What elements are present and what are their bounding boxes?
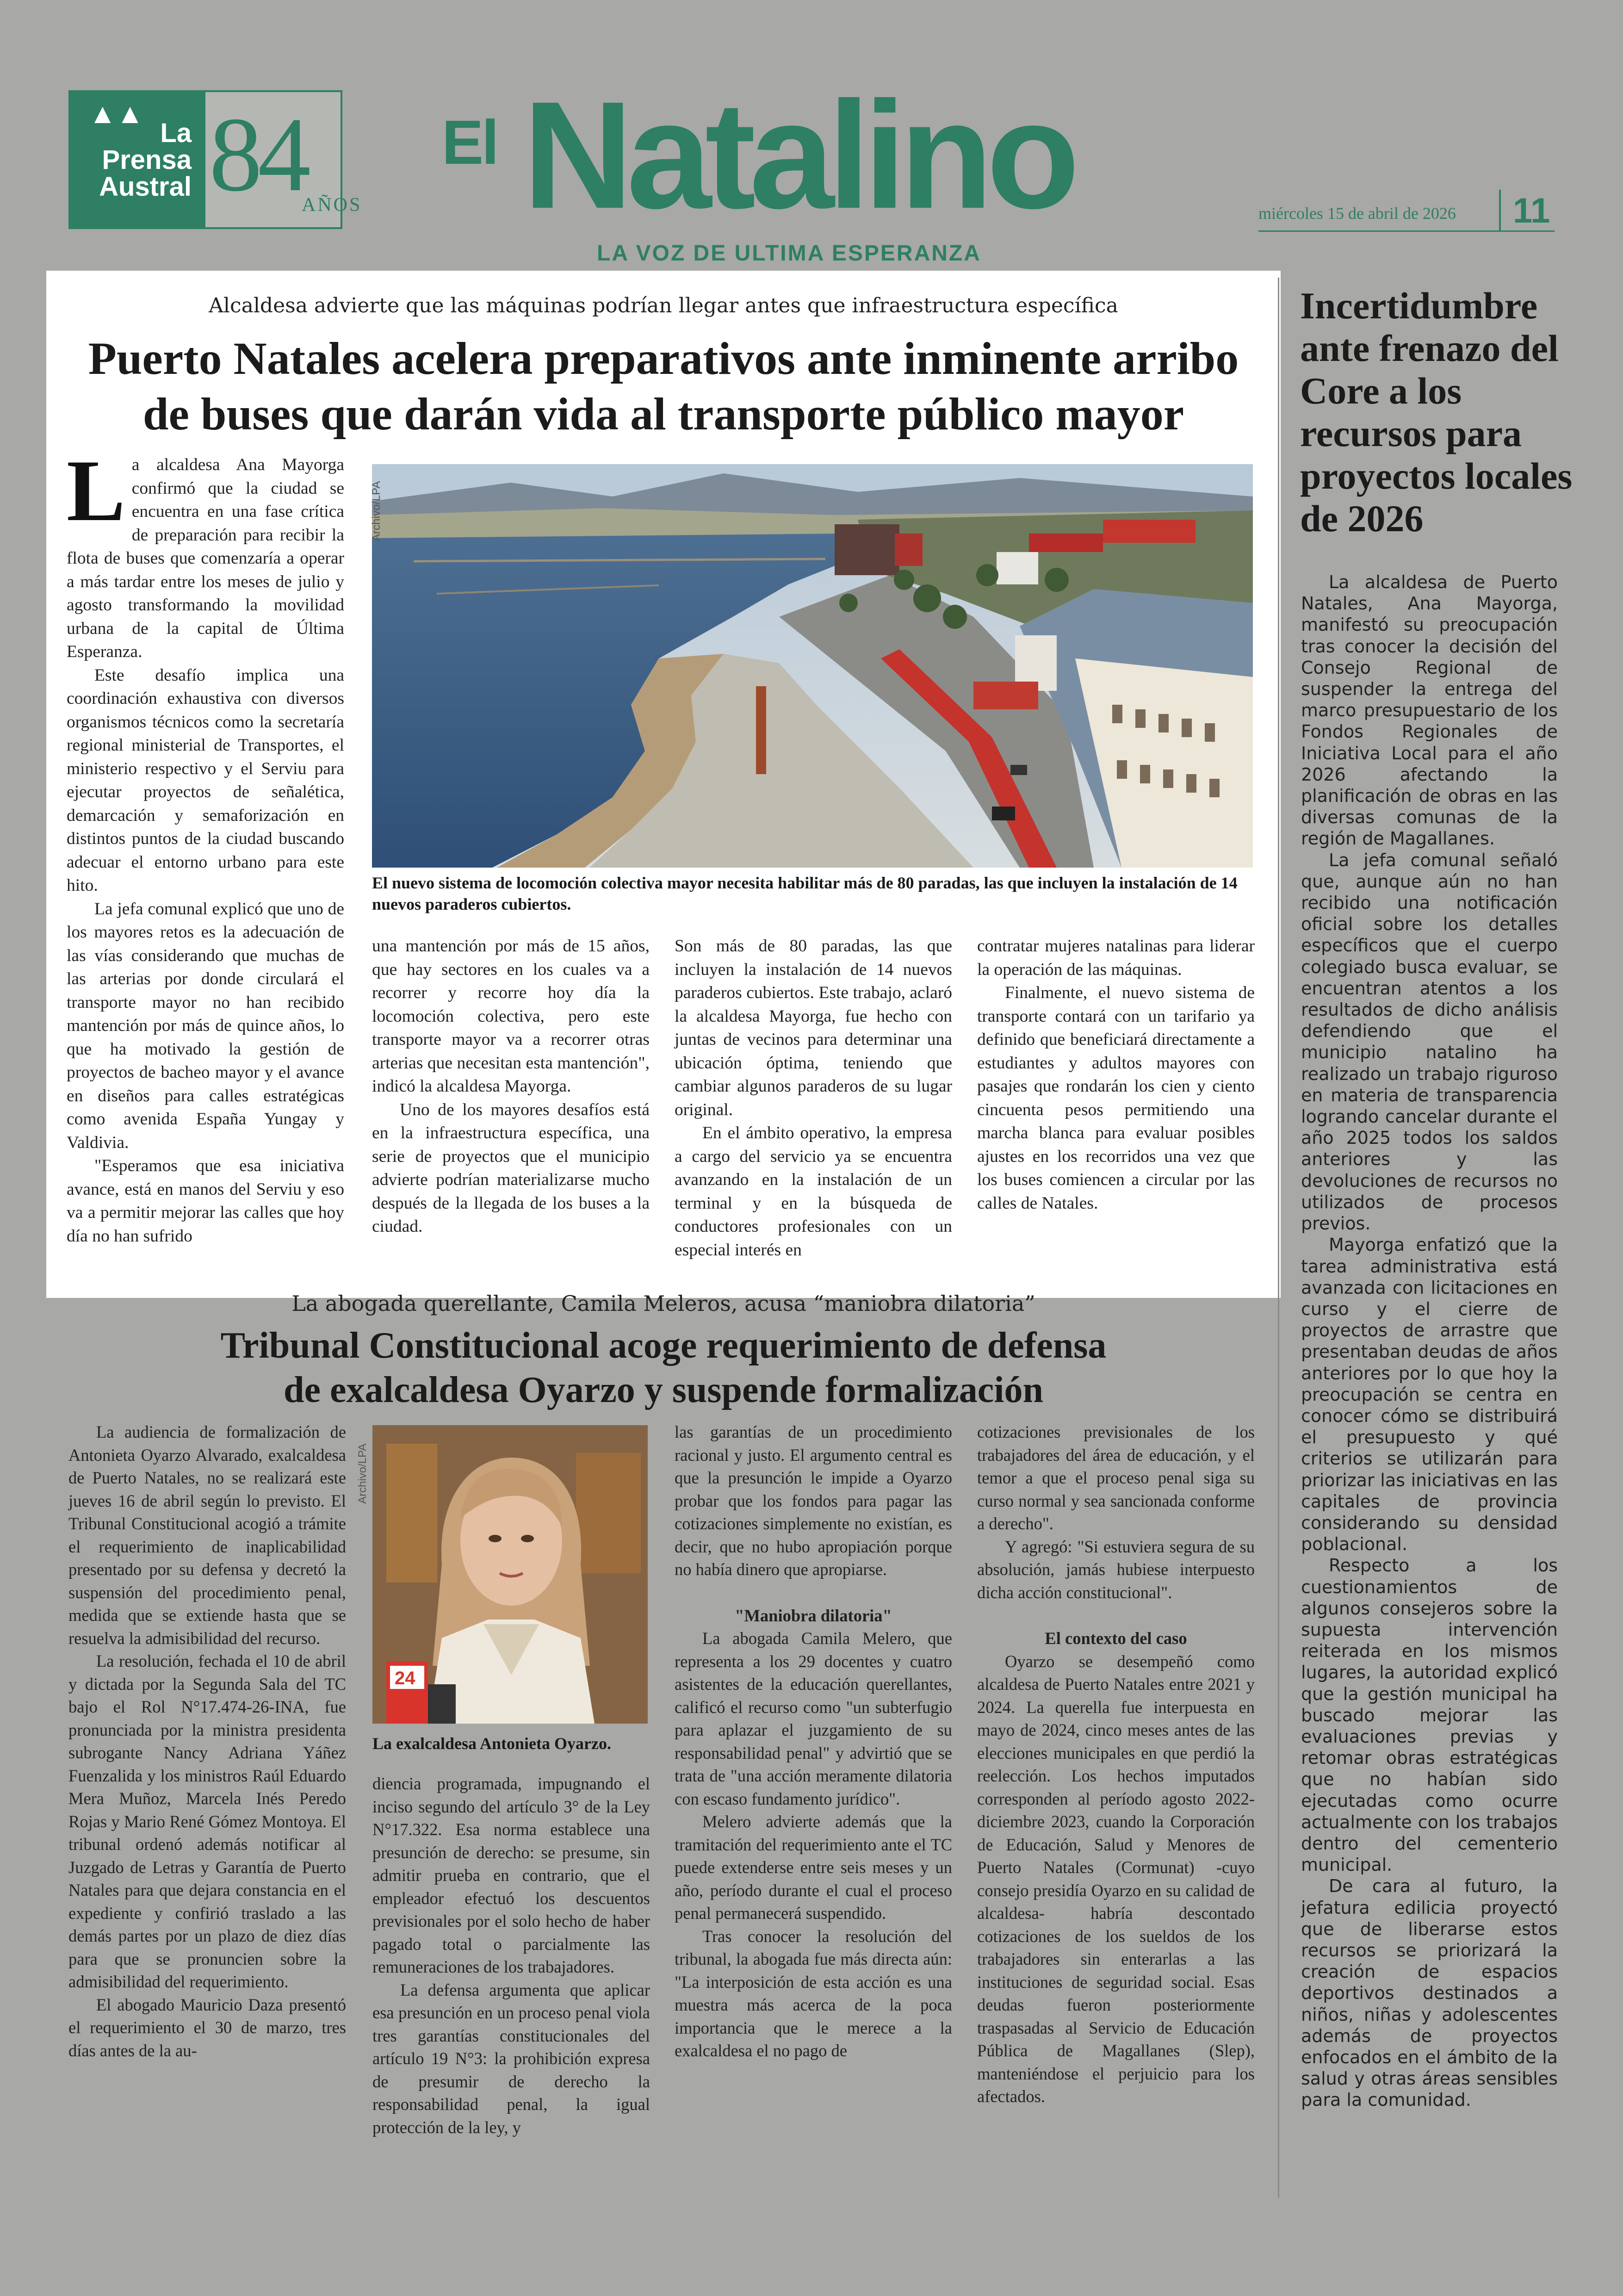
second-kicker: La abogada querellante, Camila Meleros, acusa “maniobra dilatoria”	[291, 1291, 1035, 1316]
sidebar-p2: La jefa comunal señaló que, aunque aún no han recibido una notificación oficial sobre los detalles específicos que el cuerpo colegiado busca evaluar, se encuentran atentos a los resultados de dicho análisis defendiendo que el municipio natalino ha realizado un trabajo riguroso en materia de transparencia logrando cancelar durante el año 2025 todos los saldos anteriores y las devoluciones de recursos no utilizados de procesos previos.	[1301, 850, 1558, 1234]
second-headline	[46, 1323, 1281, 1412]
prensa-austral-badge	[70, 92, 205, 227]
main-kicker: Alcaldesa advierte que las máquinas podrían llegar antes que infraestructura específica	[209, 294, 1118, 317]
title-el: El	[442, 107, 497, 177]
main-col4-p1: contratar mujeres natalinas para liderar la operación de las máquinas.	[977, 937, 1255, 979]
main-headline	[46, 331, 1281, 442]
second-headline-line-1: Tribunal Constitucional acoge requerimiento de defensa	[220, 1325, 1107, 1366]
portrait-illustration	[372, 1425, 648, 1724]
second-headline-line-2: de exalcaldesa Oyarzo y suspende formalización	[283, 1370, 1044, 1410]
sidebar-body	[1301, 571, 1558, 2111]
sidebar-divider	[1278, 278, 1279, 2198]
main-col3-p1: Son más de 80 paradas, las que incluyen la instalación de 14 nuevos paraderos cubiertos. Este trabajo, aclaró la alcaldesa Mayorga, fue hecho con juntas de vecinos para determinar una ubicación óptima, teniendo que cambiar algunos paraderos de su lugar original.	[675, 937, 952, 1119]
sidebar-p3: Mayorga enfatizó que la tarea administrativa está avanzada con licitaciones en curso y el cierre de proyectos de arrastre que presentaban deudas de años anteriores por lo que hoy la preocupación se centra en conocer cómo se distribuirá el presupuesto y qué criterios se utilizarán para priorizar las iniciativas en las capitales de provincia considerando su densidad poblacional.	[1301, 1235, 1558, 1555]
main-column-1	[67, 442, 344, 1248]
main-col1-p3: La jefa comunal explicó que uno de los mayores retos es la adecuación de las vías considerando que muchas de las arterias por donde circulará el transporte mayor no han recibido mantención por más de quince años, lo que ha motivado la gestión de proyectos de bacheo mayor y el avance en diseños para calles estratégicas como avenida España Yungay y Valdivia.	[67, 899, 344, 1152]
brand-line-2: Prensa	[102, 145, 192, 175]
tagline: LA VOZ DE ULTIMA ESPERANZA	[597, 241, 981, 266]
prensa-austral-logo	[68, 90, 362, 229]
aerial-coast-illustration	[372, 464, 1253, 868]
second-col2-p1: diencia programada, impugnando el inciso segundo del artículo 3° de la Ley N°17.322. Esa norma establece una presunción de derecho: se presume, sin admitir prueba en contrario, que el empleador efectuó los descuentos previsionales por el solo hecho de haber pagado total o parcialmente las remuneraciones de los trabajadores.	[372, 1774, 650, 1976]
second-col3-p3: Melero advierte además que la tramitación del requerimiento ante el TC puede extenderse entre seis meses y un año, período durante el cual el proceso penal permanecerá suspendido.	[675, 1812, 952, 1923]
main-column-2	[372, 935, 650, 1239]
second-col1-p2: La resolución, fechada el 10 de abril y dictada por la Segunda Sala del TC bajo el Rol N°17.474-26-INA, fue pronunciada por la ministra presidenta subrogante Nancy Adriana Yáñez Fuenzalida y los ministros Raúl Eduardo Mera Muñoz, Marcela Inés Peredo Rojas y Mario René Gómez Montoya. El tribunal ordenó además notificar al Juzgado de Letras y Garantía de Puerto Natales para que dejara constancia en el expediente y confirió traslado a las demás partes por un plazo de diez días para que se pronuncien sobre la admisibilidad del requerimiento.	[68, 1651, 346, 1991]
date-underline	[1258, 230, 1555, 232]
page-number-divider	[1499, 190, 1501, 231]
second-column-4	[977, 1421, 1255, 2108]
second-col1-p1: La audiencia de formalización de Antonieta Oyarzo Alvarado, exalcaldesa de Puerto Natales, no se realizará este jueves 16 de abril según lo previsto. El Tribunal Constitucional acogió a trámite el requerimiento de inaplicabilidad presentado por su defensa y decretó la suspensión del procedimiento penal, medida que se extiende hasta que se resuelva la admisibilidad del recurso.	[68, 1422, 346, 1648]
main-article	[46, 271, 1281, 1298]
sidebar-headline: Incertidumbre ante frenazo del Core a los recursos para proyectos locales de 2026	[1300, 285, 1573, 540]
second-col4-p3: Oyarzo se desempeñó como alcaldesa de Puerto Natales entre 2021 y 2024. La querella fue interpuesta en mayo de 2024, cinco meses antes de las elecciones municipales en que perdió la reelección. Los hechos imputados corresponden al período agosto 2022-diciembre 2023, cuando la Corporación de Educación, Salud y Menores de Puerto Natales (Cormunat) -cuyo consejo presidía Oyarzo en su calidad de alcaldesa- habría descontado cotizaciones de los sueldos de los trabajadores sin enterarlas a las instituciones de seguridad social. Esas deudas fueron posteriormente traspasadas al Servicio de Educación Pública de Magallanes (Slep), manteniéndose el perjuicio para los afectados.	[977, 1651, 1255, 2106]
sidebar-p4: Respecto a los cuestionamientos de algunos consejeros sobre la supuesta intervención reiterada en los mismos lugares, la autoridad explicó que la gestión municipal ha buscado mejorar las evaluaciones previas y retomar obras estratégicas que no habían sido ejecutadas como ocurre actualmente con los trabajos dentro del cementerio municipal.	[1301, 1555, 1558, 1875]
main-headline-line-1: Puerto Natales acelera preparativos ante inminente arribo	[88, 333, 1239, 384]
drop-cap: L	[67, 442, 125, 540]
second-column-2	[372, 1772, 650, 2139]
brand-line-3: Austral	[99, 172, 192, 202]
main-col2-p2: Uno de los mayores desafíos está en la infraestructura específica, una serie de proyectos que el municipio advierte podrían materializarse mucho después de la llegada de los buses a la ciudad.	[372, 1100, 650, 1236]
main-column-3	[675, 935, 952, 1262]
anniversary-number: 84	[209, 95, 306, 213]
brand-line-1: La	[160, 118, 192, 148]
second-column-3	[675, 1421, 952, 2062]
sidebar-p1: La alcaldesa de Puerto Natales, Ana Mayorga, manifestó su preocupación tras conocer la decisión del Consejo Regional de suspender la entrega del marco presupuestario de los Fondos Regionales de Iniciativa Local para el año 2026 afectando la planificación de obras en las diversas comunas de la región de Magallanes.	[1301, 572, 1558, 849]
contexto-subhead: El contexto del caso	[1045, 1629, 1187, 1648]
oyarzo-photo-credit: Archivo/LPA	[356, 1443, 369, 1504]
maniobra-dilatoria-subhead: "Maniobra dilatoria"	[735, 1606, 892, 1625]
main-photo	[372, 464, 1253, 868]
main-col1-p4: "Esperamos que esa iniciativa avance, está en manos del Serviu y eso va a permitir mejorar las calles que hoy día no han sufrido	[67, 1156, 344, 1246]
second-col3-p2: La abogada Camila Melero, que representa a los 29 docentes y cuatro asistentes de la educación querellantes, calificó el recurso como "un subterfugio para aplazar el juzgamiento de su responsabilidad penal" y advirtió que se trata de "una acción meramente dilatoria con escaso fundamento jurídico".	[675, 1629, 952, 1808]
second-col4-p1: cotizaciones previsionales de los trabajadores del área de educación, y el temor a que el proceso penal siga su curso normal y sea sancionada conforme a derecho".	[977, 1422, 1255, 1533]
second-col2-p2: La defensa argumenta que aplicar esa presunción en un proceso penal viola tres garantías constitucionales del artículo 19 N°3: la prohibición expresa de presumir de derecho la responsabilidad penal, la igual protección de la ley, y	[372, 1980, 650, 2137]
second-col4-p2: Y agregó: "Si estuviera segura de su absolución, jamás hubiese interpuesto dicha acción constitucional".	[977, 1537, 1255, 1602]
main-col4-p2: Finalmente, el nuevo sistema de transporte contará con un tarifario ya definido que beneficiará directamente a estudiantes y adultos mayores con pasajes que rondarán los cien y ciento cincuenta pesos permitiendo una marcha blanca para evaluar posibles ajustes en los recorridos una vez que los buses comiencen a circular por las calles de Natales.	[977, 983, 1255, 1213]
masthead	[0, 0, 1623, 273]
main-photo-caption: El nuevo sistema de locomoción colectiva mayor necesita habilitar más de 80 paradas, las que incluyen la instalación de 14 nuevos paraderos cubiertos.	[372, 874, 1238, 913]
second-column-1	[68, 1421, 346, 2062]
main-col1-p1: a alcaldesa Ana Mayorga confirmó que la ciudad se encuentra en una fase crítica de preparación para recibir la flota de buses que comenzaría a operar a más tardar entre los meses de julio y agosto transformando la movilidad urbana de la capital de Última Esperanza.	[67, 455, 344, 661]
oyarzo-photo	[372, 1425, 648, 1724]
main-col1-p2: Este desafío implica una coordinación exhaustiva con diversos organismos técnicos como la secretaría regional ministerial de Transportes, el ministerio respectivo y el Serviu para ejecutar proyectos de señalética, demarcación y semaforización en distintos puntos de la ciudad buscando adecuar el entorno urbano para este hito.	[67, 665, 344, 895]
main-photo-credit: Archivo/LPA	[370, 481, 383, 541]
mountain-icon: ▲▲	[89, 98, 144, 129]
issue-date: miércoles 15 de abril de 2026	[1258, 204, 1456, 223]
main-headline-line-2: de buses que darán vida al transporte público mayor	[142, 388, 1184, 440]
second-col1-p3: El abogado Mauricio Daza presentó el requerimiento el 30 de marzo, tres días antes de la au-	[68, 1995, 346, 2060]
anniversary-word: AÑOS	[302, 194, 362, 216]
newspaper-title: Natalino	[523, 69, 1073, 240]
second-col3-p1: las garantías de un procedimiento racional y justo. El argumento central es que la presunción le impide a Oyarzo probar que los fondos para pagar las cotizaciones simplemente no existían, es decir, que no hubo apropiación porque no había dinero que apropiarse.	[675, 1422, 952, 1579]
second-col3-p4: Tras conocer la resolución del tribunal, la abogada fue más directa aún: "La interposición de esta acción es una muestra más acerca de la poca importancia que le merece a la exalcaldesa el no pago de	[675, 1926, 952, 2060]
sidebar-p5: De cara al futuro, la jefatura edilicia proyectó que de liberarse estos recursos se priorizará la creación de espacios deportivos destinados a niños, niñas y adolescentes además de proyectos enfocados en el ámbito de la salud y otras áreas sensibles para la comunidad.	[1301, 1876, 1558, 2110]
main-col3-p2: En el ámbito operativo, la empresa a cargo del servicio ya se encuentra avanzando en la instalación de un terminal y en la búsqueda de conductores profesionales con un especial interés en	[675, 1123, 952, 1260]
page-number: 11	[1513, 191, 1550, 230]
main-column-4	[977, 935, 1255, 1215]
oyarzo-photo-caption: La exalcaldesa Antonieta Oyarzo.	[372, 1734, 611, 1753]
anniversary-mark	[209, 95, 362, 216]
main-col2-p1: una mantención por más de 15 años, que hay sectores en los cuales va a recorrer y recorre hoy día la locomoción colectiva, pero este transporte mayor va a recorrer otras arterias que necesitan esta mantención", indicó la alcaldesa Mayorga.	[372, 937, 650, 1096]
news-microphone-label: 24	[395, 1668, 415, 1688]
